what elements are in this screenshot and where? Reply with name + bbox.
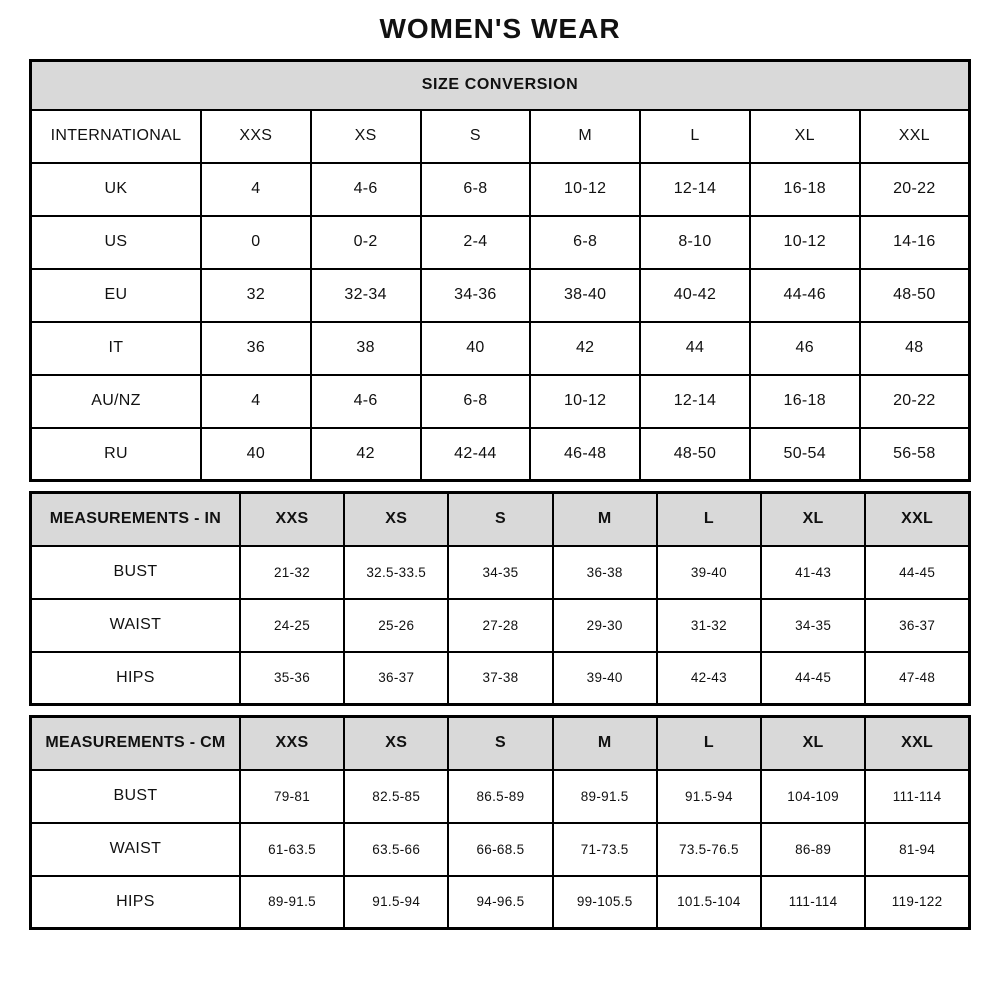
header-size-cell: XXS [240,493,344,546]
value-cell: 16-18 [750,375,860,428]
value-cell: 119-122 [865,876,969,929]
value-cell: 41-43 [761,546,865,599]
value-cell: 82.5-85 [344,770,448,823]
value-cell: 32-34 [311,269,421,322]
value-cell: 10-12 [530,163,640,216]
row-label-cell: UK [31,163,201,216]
value-cell: 25-26 [344,599,448,652]
value-cell: 36-37 [865,599,969,652]
value-cell: 40-42 [640,269,750,322]
row-label-cell: WAIST [31,823,240,876]
value-cell: 47-48 [865,652,969,705]
value-cell: 86-89 [761,823,865,876]
value-cell: 6-8 [421,163,531,216]
table-header-row [31,493,970,546]
value-cell: 4 [201,163,311,216]
value-cell: 71-73.5 [553,823,657,876]
value-cell: 38-40 [530,269,640,322]
value-cell: 42-44 [421,428,531,481]
row-label-cell: HIPS [31,876,240,929]
value-cell: 48-50 [640,428,750,481]
value-cell: 44-45 [761,652,865,705]
value-cell: 16-18 [750,163,860,216]
header-label-cell: MEASUREMENTS - CM [31,717,240,770]
value-cell: 61-63.5 [240,823,344,876]
header-size-cell: S [421,110,531,163]
value-cell: 0 [201,216,311,269]
table-header-row [31,110,970,163]
row-label-cell: US [31,216,201,269]
header-size-cell: XL [761,717,865,770]
value-cell: 104-109 [761,770,865,823]
value-cell: 21-32 [240,546,344,599]
header-size-cell: L [657,717,761,770]
value-cell: 36-37 [344,652,448,705]
value-cell: 4-6 [311,163,421,216]
value-cell: 42-43 [657,652,761,705]
header-size-cell: XXL [860,110,970,163]
value-cell: 4 [201,375,311,428]
row-label-cell: EU [31,269,201,322]
table-row [31,770,970,823]
measurements-in-table [29,491,971,706]
value-cell: 12-14 [640,163,750,216]
value-cell: 20-22 [860,163,970,216]
row-label-cell: HIPS [31,652,240,705]
value-cell: 99-105.5 [553,876,657,929]
table-row [31,876,970,929]
table-row [31,269,970,322]
table-row [31,546,970,599]
value-cell: 27-28 [448,599,552,652]
value-cell: 111-114 [761,876,865,929]
size-conversion-table [29,59,971,482]
value-cell: 81-94 [865,823,969,876]
table-header-row [31,717,970,770]
value-cell: 101.5-104 [657,876,761,929]
value-cell: 6-8 [421,375,531,428]
value-cell: 40 [201,428,311,481]
table-row [31,599,970,652]
header-size-cell: XS [311,110,421,163]
header-size-cell: XXL [865,717,969,770]
header-size-cell: M [553,493,657,546]
value-cell: 37-38 [448,652,552,705]
value-cell: 36 [201,322,311,375]
value-cell: 56-58 [860,428,970,481]
value-cell: 44 [640,322,750,375]
header-label-cell: MEASUREMENTS - IN [31,493,240,546]
value-cell: 10-12 [530,375,640,428]
row-label-cell: BUST [31,546,240,599]
value-cell: 79-81 [240,770,344,823]
value-cell: 24-25 [240,599,344,652]
value-cell: 31-32 [657,599,761,652]
value-cell: 29-30 [553,599,657,652]
value-cell: 73.5-76.5 [657,823,761,876]
value-cell: 0-2 [311,216,421,269]
value-cell: 39-40 [657,546,761,599]
value-cell: 20-22 [860,375,970,428]
value-cell: 10-12 [750,216,860,269]
value-cell: 66-68.5 [448,823,552,876]
table-row [31,652,970,705]
header-size-cell: M [553,717,657,770]
value-cell: 91.5-94 [344,876,448,929]
row-label-cell: IT [31,322,201,375]
value-cell: 63.5-66 [344,823,448,876]
row-label-cell: WAIST [31,599,240,652]
header-size-cell: S [448,717,552,770]
header-size-cell: M [530,110,640,163]
value-cell: 42 [530,322,640,375]
value-cell: 94-96.5 [448,876,552,929]
header-size-cell: XL [750,110,860,163]
measurements-cm-table [29,715,971,930]
value-cell: 86.5-89 [448,770,552,823]
table-row [31,163,970,216]
value-cell: 32 [201,269,311,322]
value-cell: 91.5-94 [657,770,761,823]
value-cell: 42 [311,428,421,481]
value-cell: 48 [860,322,970,375]
value-cell: 38 [311,322,421,375]
header-size-cell: XS [344,717,448,770]
table-row [31,322,970,375]
table-row [31,216,970,269]
row-label-cell: RU [31,428,201,481]
header-size-cell: XL [761,493,865,546]
value-cell: 111-114 [865,770,969,823]
row-label-cell: BUST [31,770,240,823]
table-banner-row [31,61,970,110]
value-cell: 50-54 [750,428,860,481]
value-cell: 8-10 [640,216,750,269]
value-cell: 89-91.5 [553,770,657,823]
value-cell: 44-46 [750,269,860,322]
value-cell: 44-45 [865,546,969,599]
value-cell: 40 [421,322,531,375]
value-cell: 32.5-33.5 [344,546,448,599]
page-title: WOMEN'S WEAR [379,13,621,44]
header-label-cell: INTERNATIONAL [31,110,201,163]
header-size-cell: XXS [240,717,344,770]
value-cell: 48-50 [860,269,970,322]
header-size-cell: L [657,493,761,546]
header-size-cell: L [640,110,750,163]
value-cell: 12-14 [640,375,750,428]
value-cell: 34-36 [421,269,531,322]
row-label-cell: AU/NZ [31,375,201,428]
value-cell: 6-8 [530,216,640,269]
header-size-cell: XXS [201,110,311,163]
value-cell: 35-36 [240,652,344,705]
header-size-cell: XXL [865,493,969,546]
value-cell: 89-91.5 [240,876,344,929]
value-cell: 14-16 [860,216,970,269]
value-cell: 34-35 [761,599,865,652]
value-cell: 46-48 [530,428,640,481]
value-cell: 34-35 [448,546,552,599]
value-cell: 2-4 [421,216,531,269]
value-cell: 36-38 [553,546,657,599]
value-cell: 46 [750,322,860,375]
header-size-cell: S [448,493,552,546]
value-cell: 39-40 [553,652,657,705]
table-row [31,823,970,876]
value-cell: 4-6 [311,375,421,428]
table-row [31,375,970,428]
table-banner: SIZE CONVERSION [31,61,970,110]
table-row [31,428,970,481]
header-size-cell: XS [344,493,448,546]
